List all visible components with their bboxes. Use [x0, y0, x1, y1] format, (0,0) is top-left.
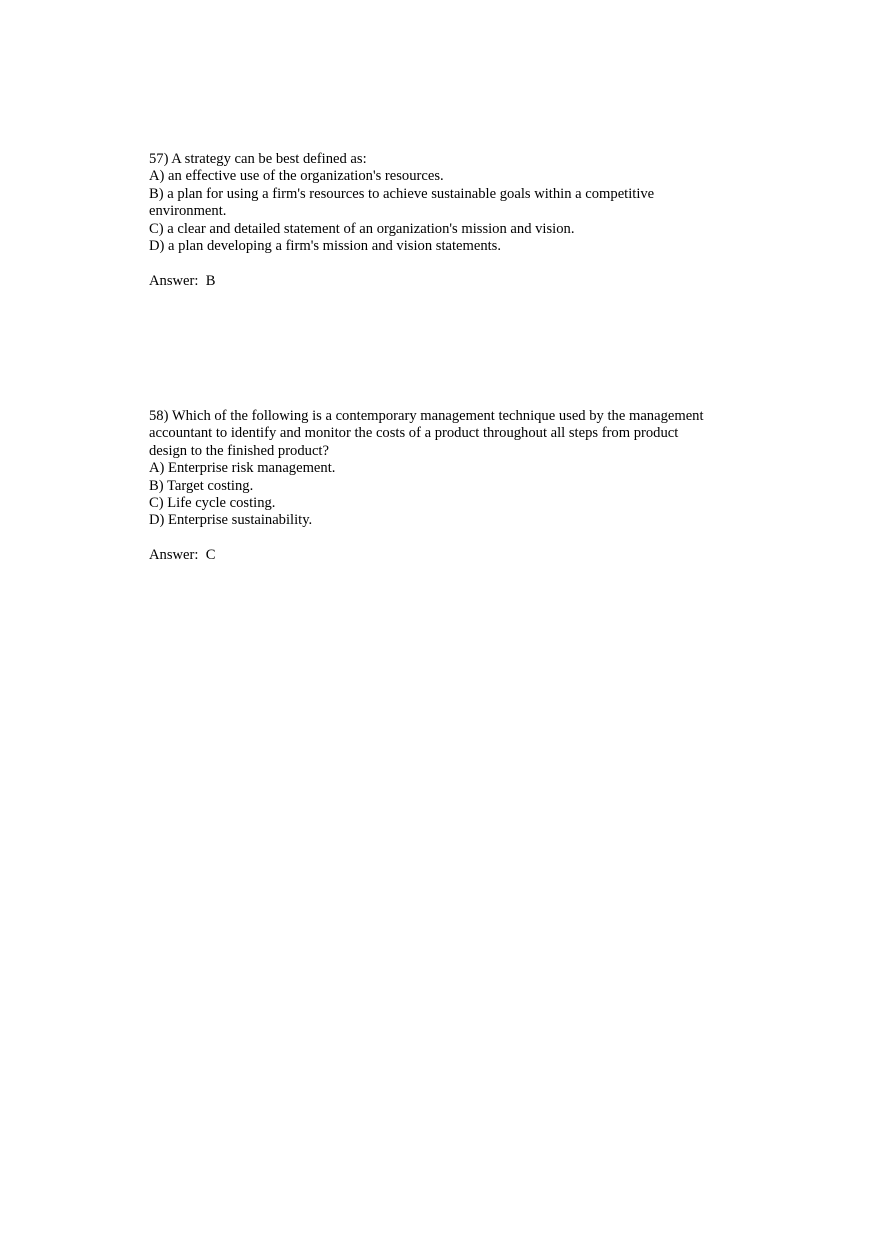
option-c: C) a clear and detailed statement of an organization's mission and vision. — [149, 220, 575, 237]
question-stem: 57) A strategy can be best defined as: — [149, 151, 367, 167]
option-c: C) Life cycle costing. — [149, 495, 276, 512]
option-d: D) a plan developing a firm's mission and vision statements. — [149, 238, 502, 255]
answer-text: Answer: B — [149, 272, 216, 289]
question-57 — [149, 151, 739, 290]
question-58 — [149, 408, 739, 565]
option-a: A) an effective use of the organization's resources. — [149, 168, 444, 185]
option-d: D) Enterprise sustainability. — [149, 512, 313, 529]
option-a: A) Enterprise risk management. — [149, 460, 336, 477]
option-b: B) a plan for using a firm's resources to achieve sustainable goals within a competitive environment. — [149, 185, 655, 220]
question-stem: 58) Which of the following is a contemporary management technique used by the management accountant to identify and monitor the costs of a product throughout all steps from product design to the finished product? — [149, 408, 704, 459]
answer-text: Answer: C — [149, 547, 216, 564]
option-b: B) Target costing. — [149, 477, 254, 494]
